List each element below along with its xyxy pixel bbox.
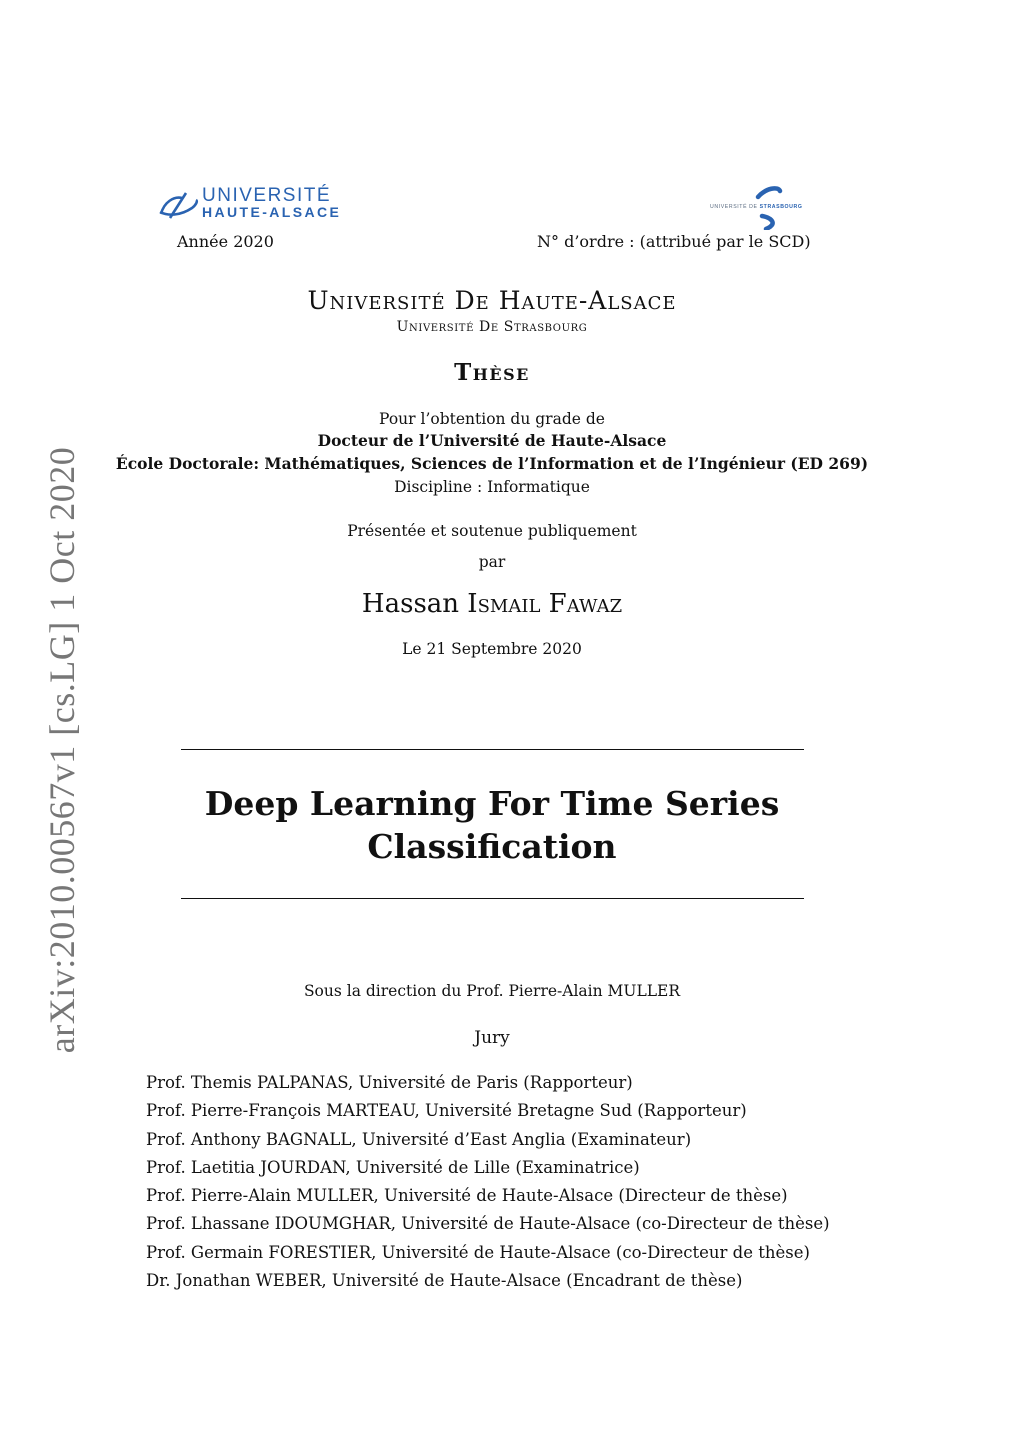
arxiv-stamp: arXiv:2010.00567v1 [cs.LG] 1 Oct 2020 — [42, 446, 82, 1054]
jury-member: Prof. Anthony BAGNALL, Université d’East Anglia (Examinateur) — [146, 1129, 692, 1149]
uha-logo-line2: HAUTE-ALSACE — [202, 204, 342, 220]
thesis-title-line2: Classification — [367, 827, 617, 866]
year: Année 2020 — [177, 232, 274, 251]
supervision: Sous la direction du Prof. Pierre-Alain MULLER — [303, 982, 681, 1000]
author-name — [0, 589, 984, 619]
jury-heading: Jury — [474, 1028, 510, 1048]
jury-member: Prof. Pierre-Alain MULLER, Université de Haute-Alsace (Directeur de thèse) — [146, 1186, 788, 1206]
degree-name: Docteur de l’Université de Haute-Alsace — [317, 431, 667, 450]
jury-list — [146, 1069, 830, 1295]
thesis-title — [0, 782, 984, 868]
jury-member: Prof. Laetitia JOURDAN, Université de Lille (Examinatrice) — [146, 1157, 640, 1177]
title-rule-top — [181, 749, 804, 750]
thesis-title-line1: Deep Learning For Time Series — [204, 784, 780, 823]
uha-logo-mark-icon — [158, 190, 200, 222]
author-last-name: Ismail Fawaz — [467, 589, 623, 619]
jury-member: Prof. Themis PALPANAS, Université de Paris (Rapporteur) — [146, 1073, 633, 1092]
unistra-logo — [710, 186, 810, 230]
doctoral-school: École Doctorale: Mathématiques, Sciences de l’Information et de l’Ingénieur (ED 269) — [115, 454, 869, 473]
university-subname: Université De Strasbourg — [396, 319, 588, 335]
jury-member: Prof. Lhassane IDOUMGHAR, Université de Haute-Alsace (co-Directeur de thèse) — [146, 1214, 830, 1234]
discipline: Discipline : Informatique — [394, 478, 590, 496]
author-first-name: Hassan — [361, 589, 460, 619]
jury-member: Dr. Jonathan WEBER, Université de Haute-Alsace (Encadrant de thèse) — [146, 1271, 743, 1291]
presented-line: Présentée et soutenue publiquement — [347, 522, 637, 540]
unistra-logo-text: UNIVERSITÉ DE STRASBOURG — [710, 204, 803, 210]
uha-logo — [158, 185, 363, 224]
defense-date: Le 21 Septembre 2020 — [402, 640, 582, 658]
title-rule-bottom — [181, 898, 804, 899]
jury-member: Prof. Germain FORESTIER, Université de Haute-Alsace (co-Directeur de thèse) — [146, 1242, 810, 1262]
jury-member: Prof. Pierre-François MARTEAU, Université Bretagne Sud (Rapporteur) — [146, 1101, 747, 1121]
order-number: N° d’ordre : (attribué par le SCD) — [537, 232, 811, 251]
document-type: Thèse — [454, 359, 530, 386]
uha-logo-line1: UNIVERSITÉ — [202, 185, 332, 206]
university-name: Université De Haute-Alsace — [307, 286, 677, 315]
degree-intro: Pour l’obtention du grade de — [379, 410, 605, 428]
par-line: par — [478, 553, 506, 571]
